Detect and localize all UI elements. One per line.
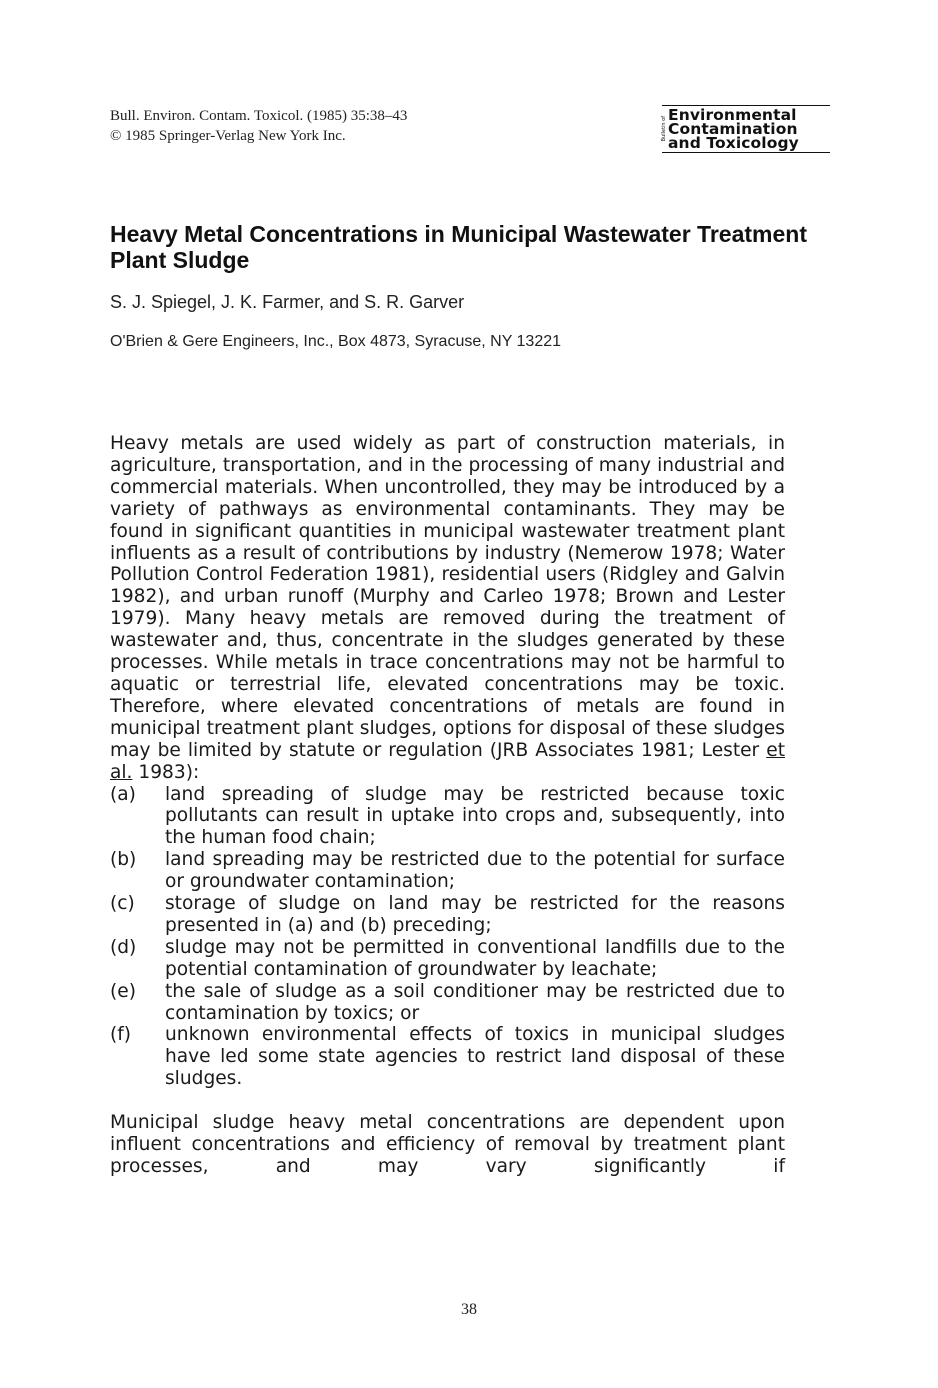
list-text: storage of sludge on land may be restricted for the reasons presented in (a) and (b) preceding;: [165, 893, 785, 936]
logo-side-text: Bulletin of: [661, 116, 667, 142]
citation-line: Bull. Environ. Contam. Toxicol. (1985) 35:38–43: [110, 108, 408, 124]
journal-logo: [662, 105, 830, 153]
list-item: [110, 849, 785, 893]
copyright-line: © 1985 Springer-Verlag New York Inc.: [110, 128, 346, 144]
list-label: (d): [110, 936, 137, 958]
affiliation: O'Brien & Gere Engineers, Inc., Box 4873, Syracuse, NY 13221: [110, 333, 562, 350]
list-label: (f): [110, 1024, 132, 1046]
list-label: (a): [110, 783, 136, 805]
list-item: [110, 937, 785, 981]
list-item: [110, 784, 785, 850]
list-label: (e): [110, 980, 136, 1002]
running-header: [110, 106, 407, 146]
paragraph-2: Municipal sludge heavy metal concentrations are dependent upon influent concentrations and efficiency of removal by treatment plant processes, and may vary significantly if: [110, 1112, 785, 1177]
list-text: unknown environmental effects of toxics in municipal sludges have led some state agencies to restrict land disposal of these sludges.: [165, 1024, 785, 1090]
list-item: [110, 893, 785, 937]
list-text: the sale of sludge as a soil conditioner may be restricted due to contamination by toxics; or: [165, 980, 785, 1024]
list-item: [110, 981, 785, 1025]
restriction-list: [110, 784, 785, 1091]
list-item: [110, 1024, 785, 1090]
paragraph-1: [110, 433, 785, 784]
list-label: (b): [110, 849, 137, 871]
logo-line-3: and Toxicology: [668, 134, 799, 152]
list-text: land spreading may be restricted due to the potential for surface or groundwater contamination;: [165, 849, 785, 893]
body-text: [110, 433, 785, 1178]
list-text: land spreading of sludge may be restricted because toxic pollutants can result in uptake into crops and, subsequently, into the human food chain;: [165, 783, 785, 849]
list-text: sludge may not be permitted in conventional landfills due to the potential contamination of groundwater by leachate;: [165, 936, 785, 980]
paragraph-1-text: Heavy metals are used widely as part of construction materials, in agriculture, transportation, and in the processing of many industrial and commercial materials. When uncontrolled, they may be introduced by a variety of pathways as environmental contaminants. They may be found in significant quantities in municipal wastewater treatment plant influents as a result of contributions by industry (Nemerow 1978; Water Pollution Control Federation 1981), residential users (Ridgley and Galvin 1982), and urban runoff (Murphy and Carleo 1978; Brown and Lester 1979). Many heavy metals are removed during the treatment of wastewater and, thus, concentrate in the sludges generated by these processes. While metals in trace concentrations may not be harmful to aquatic or terrestrial life, elevated concentrations may be toxic. Therefore, where elevated concentrations of metals are found in municipal treatment plant sludges, options for disposal of these sludges may be limited by statute or regulation (JRB Associates 1981; Lester: [110, 433, 785, 761]
logo-line-1: Environmental: [668, 106, 797, 124]
et-al: et al.: [110, 739, 785, 783]
authors: S. J. Spiegel, J. K. Farmer, and S. R. Garver: [110, 292, 465, 312]
article-title: Heavy Metal Concentrations in Municipal Wastewater Treatment Plant Sludge: [110, 221, 807, 273]
logo-line-2: Contamination: [668, 120, 798, 138]
page-number: 38: [461, 1301, 477, 1318]
logo-bottom-rule: [662, 152, 830, 153]
list-label: (c): [110, 893, 135, 915]
paragraph-1-end: 1983):: [132, 761, 200, 783]
